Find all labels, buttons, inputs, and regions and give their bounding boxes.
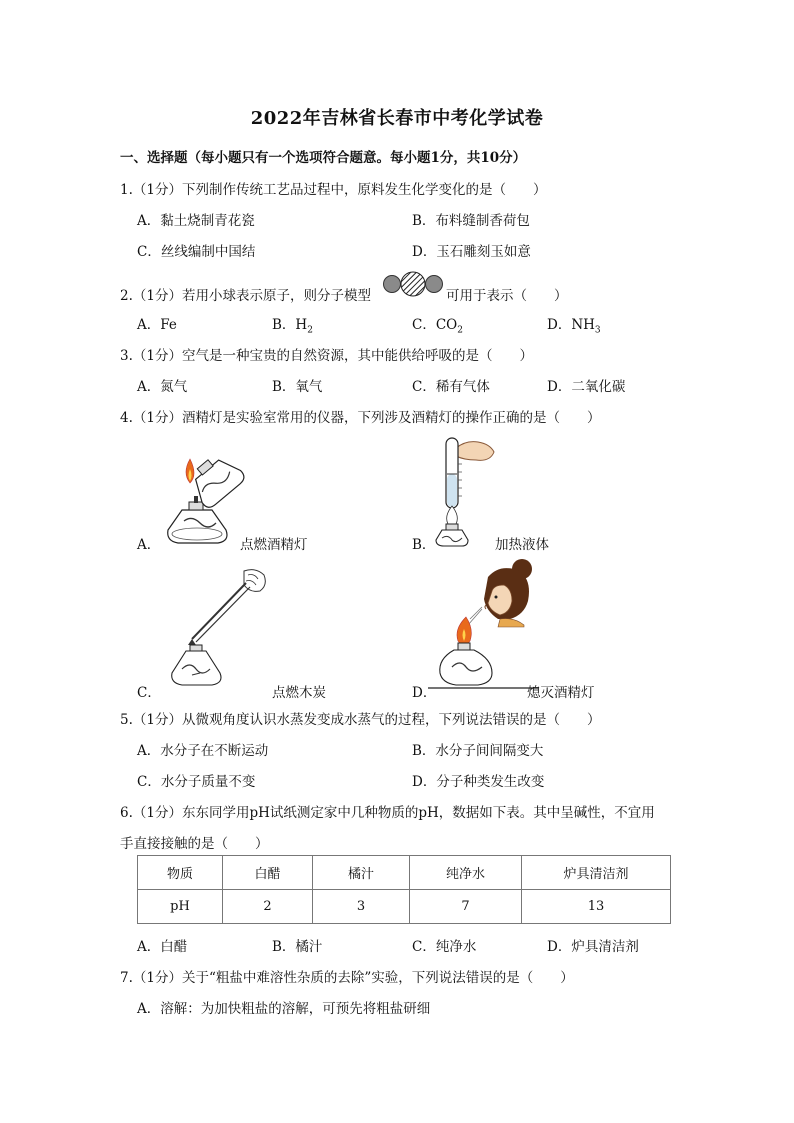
question-3-stem: 3.（1分）空气是一种宝贵的自然资源，其中能供给呼吸的是（ ） (120, 348, 533, 364)
table-cell: 物质 (138, 856, 223, 890)
ph-data-table (137, 855, 671, 924)
table-cell: pH (138, 890, 223, 924)
table-cell: 纯净水 (410, 856, 522, 890)
question-3-option-a: A．氮气 (137, 379, 188, 395)
question-1-stem: 1.（1分）下列制作传统工艺品过程中，原料发生化学变化的是（ ） (120, 182, 547, 198)
table-cell: 2 (223, 890, 313, 924)
question-7-option-a: A．溶解：为加快粗盐的溶解，可预先将粗盐研细 (137, 1001, 431, 1017)
table-cell: 7 (410, 890, 522, 924)
question-5-option-b: B．水分子间间隔变大 (412, 743, 544, 759)
table-header-row (138, 856, 671, 890)
question-4-option-d-caption: 熄灭酒精灯 (527, 685, 595, 701)
question-3-option-d: D．二氧化碳 (547, 379, 626, 395)
question-5-stem: 5.（1分）从微观角度认识水蒸发变成水蒸气的过程，下列说法错误的是（ ） (120, 712, 601, 728)
lighting-charcoal-tongs-image (160, 565, 280, 695)
table-cell: 白醋 (223, 856, 313, 890)
question-6-option-c: C．纯净水 (412, 939, 477, 955)
question-6-stem-line1: 6.（1分）东东同学用pH试纸测定家中几种物质的pH，数据如下表。其中呈碱性，不宜用 (120, 805, 655, 821)
question-6-option-b: B．橘汁 (272, 939, 323, 955)
question-1-option-c: C．丝线编制中国结 (137, 244, 256, 260)
table-cell: 橘汁 (313, 856, 410, 890)
question-4-stem: 4.（1分）酒精灯是实验室常用的仪器，下列涉及酒精灯的操作正确的是（ ） (120, 410, 601, 426)
question-4-option-b-letter: B． (412, 537, 436, 553)
molecule-model-image (382, 272, 446, 296)
question-1-option-a: A．黏土烧制青花瓷 (137, 213, 255, 229)
question-4-option-c-caption: 点燃木炭 (272, 685, 326, 701)
exam-title: 2022年吉林省长春市中考化学试卷 (250, 108, 544, 129)
lamp-lighting-with-lamp-image (160, 455, 250, 547)
table-row (138, 890, 671, 924)
question-6-stem-line2: 手直接接触的是（ ） (120, 836, 269, 852)
question-1-option-b: B．布料缝制香荷包 (412, 213, 530, 229)
question-7-stem: 7.（1分）关于“粗盐中难溶性杂质的去除”实验，下列说法错误的是（ ） (120, 970, 574, 986)
blowing-out-lamp-image (428, 555, 538, 695)
question-2-stem-end: 可用于表示（ ） (446, 288, 568, 304)
question-1-option-d: D．玉石雕刻玉如意 (412, 244, 531, 260)
question-6-option-d: D．炉具清洁剂 (547, 939, 639, 955)
section-heading: 一、选择题（每小题只有一个选项符合题意。每小题1分，共10分） (120, 150, 527, 166)
question-3-option-b: B．氧气 (272, 379, 323, 395)
question-4-option-a-letter: A． (137, 537, 161, 553)
question-4-option-d-letter: D． (412, 685, 437, 701)
question-3-option-c: C．稀有气体 (412, 379, 490, 395)
question-5-option-d: D．分子种类发生改变 (412, 774, 545, 790)
question-4-option-c-letter: C． (137, 685, 161, 701)
question-4-option-a-caption: 点燃酒精灯 (240, 537, 308, 553)
question-2-option-a: A．Fe (137, 317, 177, 333)
question-2-option-b: B．$H_2$ (272, 317, 313, 336)
table-cell: 3 (313, 890, 410, 924)
question-2-option-c: C．$CO_2$ (412, 317, 463, 336)
question-6-option-a: A．白醋 (137, 939, 188, 955)
question-2-stem-start: 2.（1分）若用小球表示原子，则分子模型 (120, 288, 371, 304)
question-5-option-a: A．水分子在不断运动 (137, 743, 269, 759)
heating-liquid-test-tube-image (434, 434, 500, 548)
question-4-option-b-caption: 加热液体 (495, 537, 549, 553)
question-5-option-c: C．水分子质量不变 (137, 774, 256, 790)
table-cell: 炉具清洁剂 (522, 856, 671, 890)
table-cell: 13 (522, 890, 671, 924)
question-2-option-d: D．$NH_3$ (547, 317, 601, 336)
